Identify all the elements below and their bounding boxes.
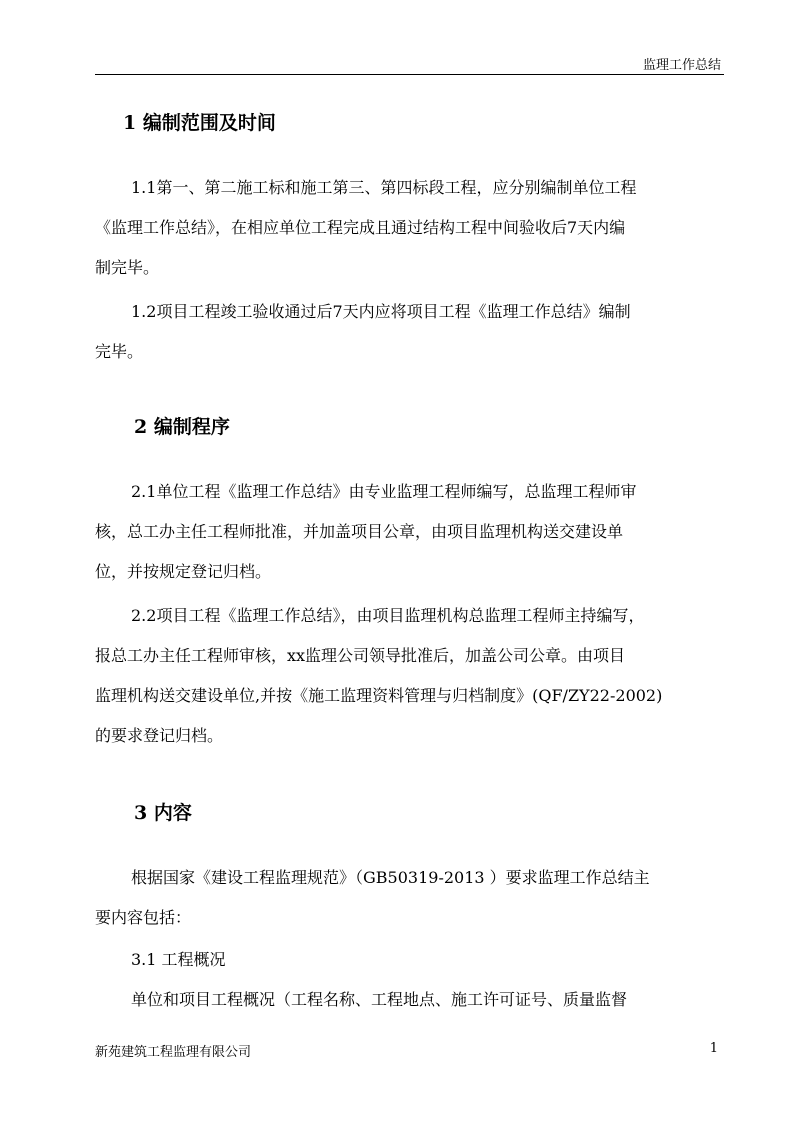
section-heading-1: 1 编制范围及时间 bbox=[123, 112, 276, 134]
paragraph-line: 要内容包括： bbox=[95, 908, 192, 927]
page-number: 1 bbox=[709, 1041, 718, 1056]
paragraph-line: 核，总工办主任工程师批准，并加盖项目公章，由项目监理机构送交建设单 bbox=[95, 522, 624, 541]
paragraph-line: 2.2项目工程《监理工作总结》，由项目监理机构总监理工程师主持编写， bbox=[131, 606, 645, 625]
paragraph-line: 的要求登记归档。 bbox=[95, 726, 224, 745]
paragraph-1-2 bbox=[95, 292, 720, 372]
paragraph-line: 根据国家《建设工程监理规范》（GB50319-2013 ）要求监理工作总结主 bbox=[131, 868, 650, 887]
section-heading-2: 2 编制程序 bbox=[134, 416, 230, 438]
header-title: 监理工作总结 bbox=[642, 58, 721, 73]
paragraph-line: 监理机构送交建设单位,并按《施工监理资料管理与归档制度》(QF/ZY22-2002) bbox=[95, 686, 663, 705]
paragraph-2-2 bbox=[95, 596, 720, 756]
paragraph-line: 2.1单位工程《监理工作总结》由专业监理工程师编写，总监理工程师审 bbox=[131, 482, 637, 501]
paragraph-2-1 bbox=[95, 472, 720, 592]
paragraph-line: 制完毕。 bbox=[95, 258, 160, 277]
paragraph-line: 3.1 工程概况 bbox=[131, 950, 226, 969]
paragraph-line: 1.2项目工程竣工验收通过后7天内应将项目工程《监理工作总结》编制 bbox=[131, 302, 631, 321]
paragraph-3-intro bbox=[95, 858, 720, 938]
subsection-3-1-title bbox=[95, 940, 720, 980]
footer-company: 新苑建筑工程监理有限公司 bbox=[95, 1045, 252, 1060]
paragraph-line: 《监理工作总结》，在相应单位工程完成且通过结构工程中间验收后7天内编 bbox=[95, 218, 626, 237]
section-heading-3: 3 内容 bbox=[134, 802, 192, 824]
header-divider bbox=[95, 74, 724, 75]
paragraph-1-1 bbox=[95, 168, 720, 288]
paragraph-line: 报总工办主任工程师审核，xx监理公司领导批准后，加盖公司公章。由项目 bbox=[95, 646, 626, 665]
paragraph-line: 完毕。 bbox=[95, 342, 144, 361]
paragraph-3-1 bbox=[95, 980, 720, 1020]
paragraph-line: 1.1第一、第二施工标和施工第三、第四标段工程，应分别编制单位工程 bbox=[131, 178, 637, 197]
paragraph-line: 单位和项目工程概况（工程名称、工程地点、施工许可证号、质量监督 bbox=[131, 990, 628, 1009]
paragraph-line: 位，并按规定登记归档。 bbox=[95, 562, 272, 581]
